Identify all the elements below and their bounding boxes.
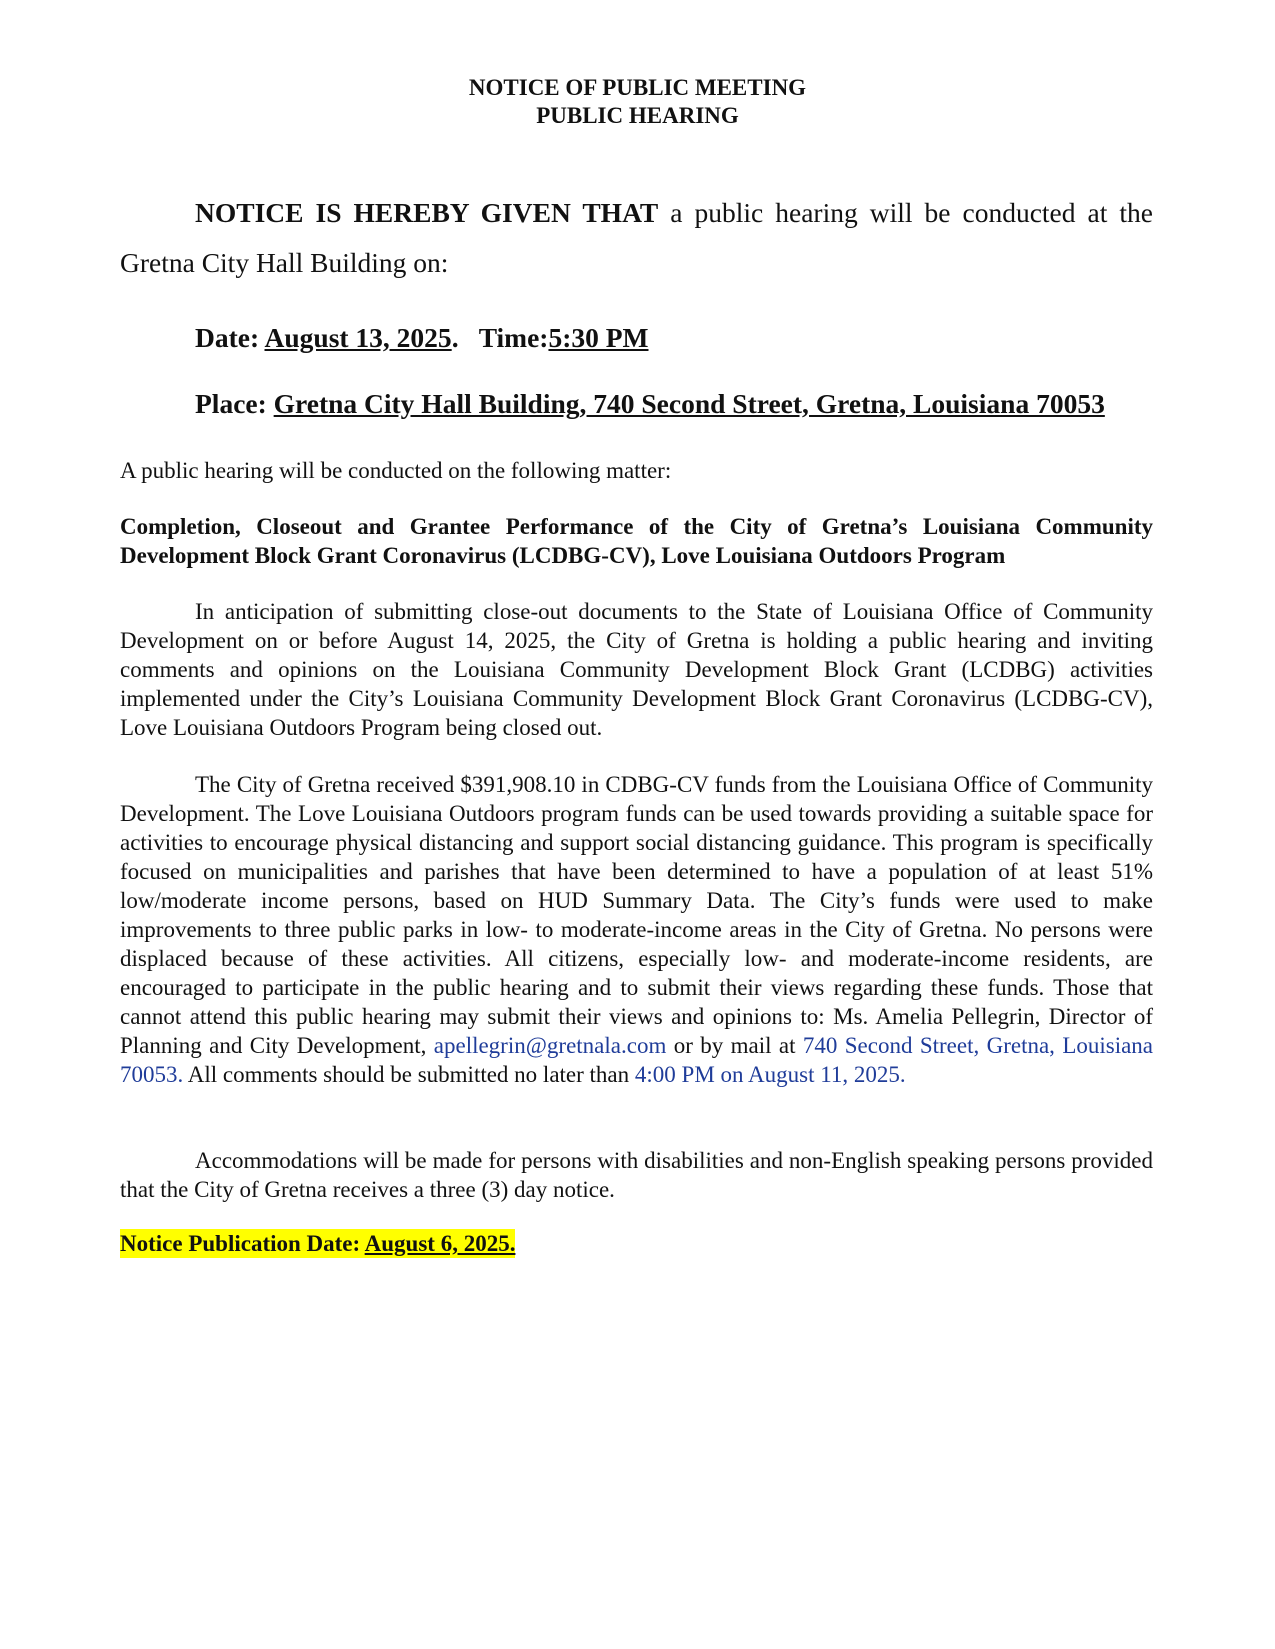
hearing-subject: Completion, Closeout and Grantee Performance of the City of Gretna’s Louisiana Community Development Block Grant Coronavirus (LCDBG-CV), Love Louisiana Outdoors Program — [120, 514, 1153, 568]
publication-date: August 6, 2025. — [364, 1231, 516, 1256]
contact-email-link[interactable]: apellegrin@gretnala.com — [433, 1033, 667, 1058]
publication-label: Notice Publication Date: — [120, 1231, 365, 1256]
lead-sentence: A public hearing will be conducted on the following matter: — [120, 458, 672, 483]
date-value: August 13, 2025 — [264, 322, 452, 353]
funds-text-c: All comments should be submitted no later than — [183, 1062, 635, 1087]
paragraph-accommodations: Accommodations will be made for persons with disabilities and non-English speaking persons provided that the City of Gretna receives a three (3) day notice. — [120, 1148, 1153, 1202]
intro-text: a public hearing will be conducted at the Gretna City Hall Building on: — [120, 197, 1153, 278]
notice-header — [0, 74, 1275, 130]
header-title-line2: PUBLIC HEARING — [536, 103, 739, 128]
funds-text-a: The City of Gretna received $391,908.10 in CDBG-CV funds from the Louisiana Office of Community Development. The Love Louisiana Outdoors program funds can be used towards providing a suitable space for activities to encourage physical distancing and support social distancing guidance. This program is specifically focused on municipalities and parishes that have been determined to have a population of at least 51% low/moderate income persons, based on HUD Summary Data. The City’s funds were used to make improvements to three public parks in low- to moderate-income areas in the City of Gretna. No persons were displaced because of these activities. All citizens, especially low- and moderate-income residents, are encouraged to participate in the public hearing and to submit their views regarding these funds. Those that cannot attend this public hearing may submit their views and opinions to: Ms. Amelia Pellegrin, Director of Planning and City Development, — [120, 772, 1153, 1058]
funds-text-b: or by mail at — [666, 1033, 803, 1058]
paragraph-funds — [120, 770, 1153, 1089]
time-value: 5:30 PM — [548, 322, 649, 353]
place-label: Place: — [195, 388, 274, 419]
publication-date-highlight — [120, 1229, 515, 1258]
intro-lead-bold: NOTICE IS HEREBY GIVEN THAT — [195, 197, 659, 228]
comment-deadline: 4:00 PM on August 11, 2025. — [634, 1062, 906, 1087]
meeting-date-time — [195, 322, 649, 354]
meeting-place — [195, 388, 1105, 420]
place-value: Gretna City Hall Building, 740 Second Street, Gretna, Louisiana 70053 — [273, 388, 1105, 419]
mailing-address: 740 Second Street, Gretna, Louisiana 70053. — [120, 1033, 1154, 1087]
paragraph-closeout: In anticipation of submitting close-out documents to the State of Louisiana Office of Community Development on or before August 14, 2025, the City of Gretna is holding a public hearing and inviting comments and opinions on the Louisiana Community Development Block Grant (LCDBG) activities implemented under the City’s Louisiana Community Development Block Grant Coronavirus (LCDBG-CV), Love Louisiana Outdoors Program being closed out. — [120, 599, 1153, 740]
date-label: Date: — [195, 322, 265, 353]
time-label: . Time: — [451, 322, 549, 353]
header-title-line1: NOTICE OF PUBLIC MEETING — [468, 75, 807, 100]
intro-paragraph — [120, 188, 1153, 288]
